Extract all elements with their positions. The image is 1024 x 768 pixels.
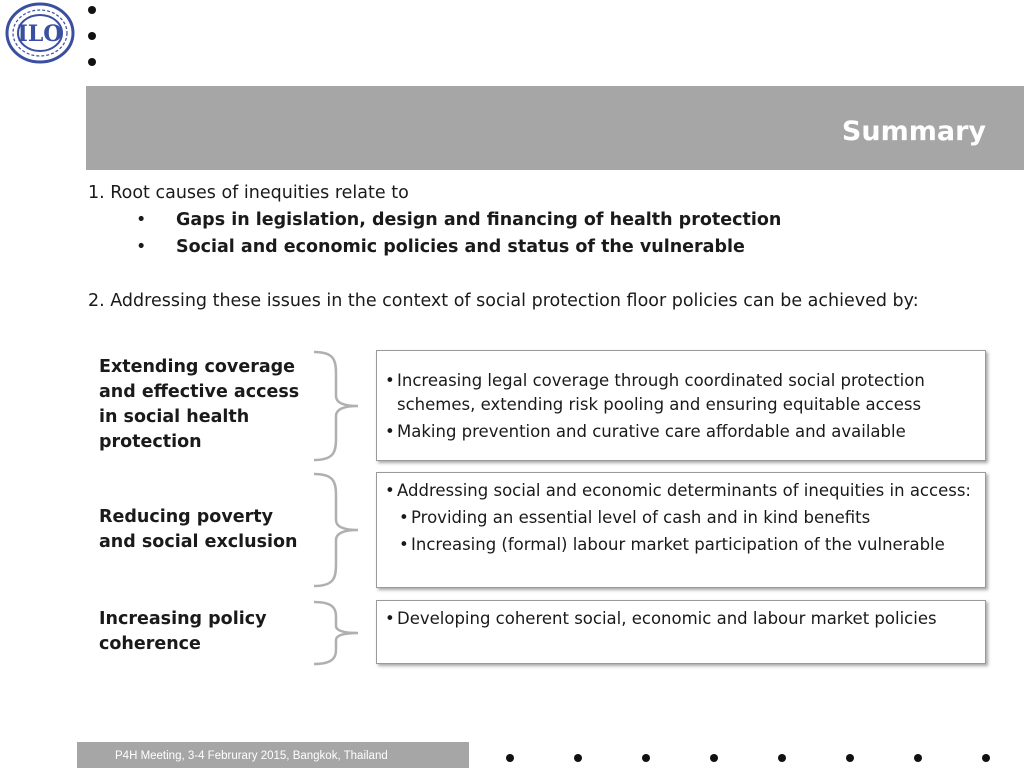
brace-icon bbox=[312, 600, 362, 666]
dot-icon bbox=[846, 754, 854, 762]
point-2: 2. Addressing these issues in the context of social protection floor policies can be achieved by: bbox=[88, 291, 919, 311]
dot-icon bbox=[778, 754, 786, 762]
list-subitem: • Increasing (formal) labour market participation of the vulnerable bbox=[399, 533, 977, 557]
row-label-coverage: Extending coverage and effective access in social health protection bbox=[99, 357, 300, 452]
footer-dots bbox=[506, 754, 1006, 764]
row-box-poverty bbox=[376, 472, 986, 588]
intro-section bbox=[88, 180, 1018, 315]
bullet-icon: • bbox=[136, 237, 147, 257]
footer-bar bbox=[77, 742, 469, 768]
point-1: 1. Root causes of inequities relate to bbox=[88, 183, 409, 203]
brace-icon bbox=[312, 350, 362, 462]
point-1-bullet: • Social and economic policies and status of the vulnerable bbox=[88, 234, 1018, 261]
brace-icon bbox=[312, 472, 362, 588]
bullet-icon: • bbox=[136, 210, 147, 230]
row-label-poverty: Reducing poverty and social exclusion bbox=[99, 507, 298, 552]
list-item: • Addressing social and economic determinants of inequities in access: bbox=[385, 479, 977, 503]
footer-text: P4H Meeting, 3-4 Februrary 2015, Bangkok, Thailand bbox=[115, 750, 388, 762]
point-1-bullet: • Gaps in legislation, design and financing of health protection bbox=[88, 207, 1018, 234]
dot-icon bbox=[88, 58, 96, 66]
dot-icon bbox=[914, 754, 922, 762]
page-title: Summary bbox=[841, 116, 986, 147]
row-box-coverage bbox=[376, 350, 986, 461]
dot-icon bbox=[88, 6, 96, 14]
list-subitem: • Providing an essential level of cash and in kind benefits bbox=[399, 506, 977, 530]
list-item: • Increasing legal coverage through coordinated social protection schemes, extending risk pooling and ensuring equitable access bbox=[385, 369, 977, 417]
decorative-dots bbox=[88, 6, 96, 84]
dot-icon bbox=[574, 754, 582, 762]
dot-icon bbox=[88, 32, 96, 40]
dot-icon bbox=[710, 754, 718, 762]
list-item: • Making prevention and curative care affordable and available bbox=[385, 420, 977, 444]
row-box-coherence bbox=[376, 600, 986, 664]
dot-icon bbox=[982, 754, 990, 762]
ilo-logo bbox=[4, 2, 76, 64]
title-banner bbox=[86, 86, 1024, 170]
ilo-emblem-icon bbox=[4, 2, 76, 64]
row-label-coherence: Increasing policy coherence bbox=[99, 609, 267, 654]
list-item: • Developing coherent social, economic and labour market policies bbox=[385, 607, 977, 631]
dot-icon bbox=[642, 754, 650, 762]
dot-icon bbox=[506, 754, 514, 762]
logo-text: ILO bbox=[17, 21, 63, 47]
